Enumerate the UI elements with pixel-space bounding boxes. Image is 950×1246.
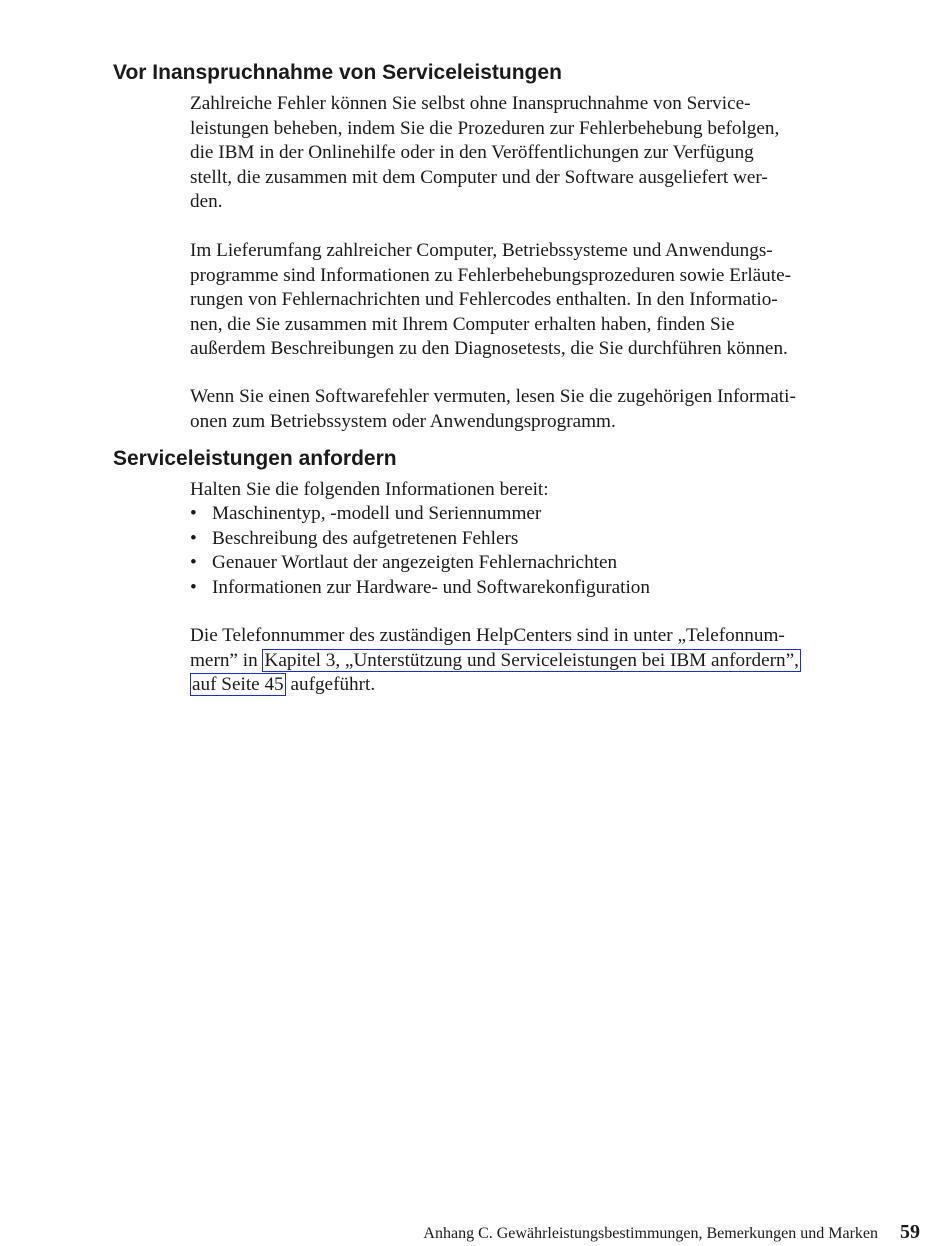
text-line: Im Lieferumfang zahlreicher Computer, Betriebssysteme und Anwendungs- [190,240,773,261]
text-line: Halten Sie die folgenden Informationen bereit: [190,479,549,500]
paragraph-software-errors [190,385,920,434]
text-line: den. [190,191,223,212]
page-footer [423,1220,920,1246]
text-line: programme sind Informationen zu Fehlerbehebungsprozeduren sowie Erläute- [190,264,792,286]
list-item-text: Genauer Wortlaut der angezeigten Fehlernachrichten [212,552,618,573]
text-fragment: mern” in [190,649,263,671]
info-checklist [190,502,650,600]
list-item-text: Informationen zur Hardware- und Softwarekonfiguration [212,576,650,598]
chapter-3-link[interactable]: Kapitel 3, „Unterstützung und Serviceleistungen bei IBM anfordern”, [264,649,799,671]
section-heading-before-service: Vor Inanspruchnahme von Serviceleistungen [113,61,562,84]
paragraph-phone-numbers [190,624,920,698]
list-item [190,527,650,552]
page-45-link[interactable]: auf Seite 45 [192,674,284,695]
list-item-text: Beschreibung des aufgetretenen Fehlers [212,527,519,549]
text-fragment: aufgeführt. [285,674,376,695]
bullet-icon: • [190,576,197,598]
paragraph-included-info [190,239,920,362]
text-line [190,649,920,674]
footer-chapter-title: Anhang C. Gewährleistungsbestimmungen, Bemerkungen und Marken [423,1225,878,1242]
text-line: Wenn Sie einen Softwarefehler vermuten, lesen Sie die zugehörigen Informati- [190,386,796,407]
bullet-icon: • [190,503,197,524]
paragraph-troubleshooting [190,92,920,215]
list-item [190,502,650,527]
text-line: die IBM in der Onlinehilfe oder in den Veröffentlichungen zur Verfügung [190,142,754,163]
text-line: Die Telefonnummer des zuständigen HelpCenters sind in unter „Telefonnum- [190,625,785,646]
list-item-text: Maschinentyp, -modell und Seriennummer [212,503,542,524]
text-line: rungen von Fehlernachrichten und Fehlercodes enthalten. In den Informatio- [190,289,778,310]
text-line: onen zum Betriebssystem oder Anwendungsprogramm. [190,410,616,432]
text-line: stellt, die zusammen mit dem Computer und der Software ausgeliefert wer- [190,166,768,188]
text-line: außerdem Beschreibungen zu den Diagnosetests, die Sie durchführen können. [190,338,788,359]
bullet-icon: • [190,527,197,549]
section-heading-request-service: Serviceleistungen anfordern [113,447,397,470]
bullet-icon: • [190,552,197,573]
list-item [190,551,650,576]
text-line: Zahlreiche Fehler können Sie selbst ohne Inanspruchnahme von Service- [190,93,751,114]
list-item [190,576,650,601]
text-line: leistungen beheben, indem Sie die Prozeduren zur Fehlerbehebung befolgen, [190,117,780,139]
paragraph-prepare-info [190,478,920,503]
text-line [190,673,920,698]
page-number: 59 [900,1221,920,1243]
text-line: nen, die Sie zusammen mit Ihrem Computer erhalten haben, finden Sie [190,313,735,335]
